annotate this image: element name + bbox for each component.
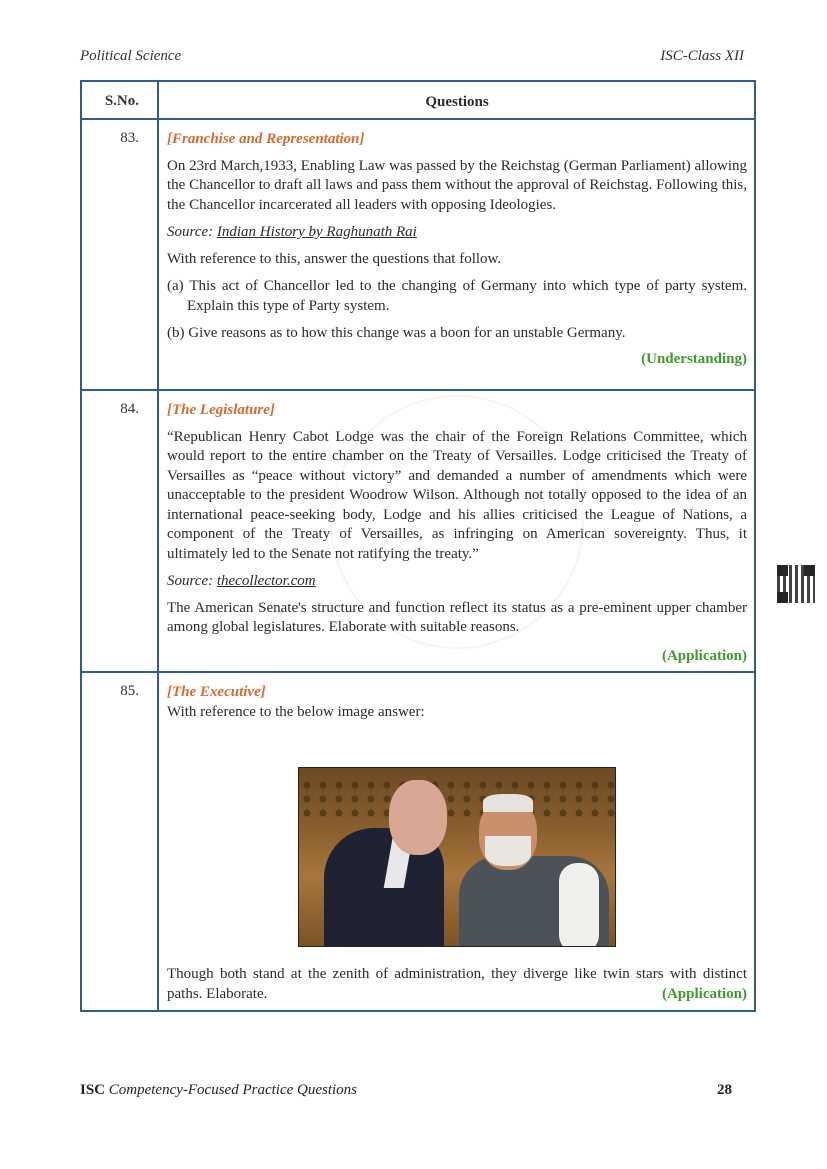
sub-question-b: (b) Give reasons as to how this change was a boon for an unstable Germany. <box>167 325 626 341</box>
skill-tag: (Understanding) <box>641 350 747 367</box>
instruction-text: With reference to the below image answer: <box>167 703 425 720</box>
person-left-head <box>389 780 447 855</box>
question-text: Though both stand at the zenith of administration, they diverge like twin stars with distinct paths. Elaborate. <box>167 966 747 1002</box>
question-cell <box>159 673 754 1010</box>
skill-tag: (Application) <box>661 986 747 1002</box>
footer-subtitle: Competency-Focused Practice Questions <box>108 1082 358 1098</box>
person-right-hair <box>483 794 533 812</box>
source-label: Source: <box>167 224 214 240</box>
column-header-sno: S.No. <box>82 82 159 118</box>
table-row-83 <box>82 120 754 391</box>
qr-code-icon[interactable] <box>777 565 815 603</box>
source-label: Source: <box>167 573 214 589</box>
table-row-84 <box>82 391 754 673</box>
question-text: The American Senate's structure and function reflect its status as a pre-eminent upper chamber among global legislatures. Elaborate with suitable reasons. <box>167 599 747 635</box>
passage-text: “Republican Henry Cabot Lodge was the chair of the Foreign Relations Committee, which would report to the entire chamber on the Treaty of Versailles. Lodge criticised the Treaty of Versailles as “peace without victory” and demanded a number of amendments which were unacceptable to the president Woodrow Wilson. Although not totally opposed to the idea of an international peace-seeking body, Lodge and his allies criticised the League of Nations, a component of the Treaty of Versailles, as infringing on American sovereignty. Thus, it ultimately led to the Senate not ratifying the treaty.” <box>167 428 747 562</box>
subject-label: Political Science <box>80 48 182 64</box>
question-number: 83. <box>82 120 159 389</box>
table-header-row <box>82 82 754 120</box>
topic-label: [The Legislature] <box>167 402 275 418</box>
question-cell <box>159 120 754 389</box>
page-number: 28 <box>717 1082 732 1098</box>
table-row-85 <box>82 673 754 1010</box>
skill-tag: (Application) <box>661 647 747 664</box>
class-label: ISC-Class XII <box>660 48 744 64</box>
source-line <box>167 223 747 243</box>
footer-title <box>80 1082 357 1099</box>
person-right-beard <box>485 836 531 866</box>
topic-label: [The Executive] <box>167 684 266 700</box>
topic-label: [Franchise and Representation] <box>167 131 365 147</box>
questions-table <box>80 80 756 1012</box>
passage-text: On 23rd March,1933, Enabling Law was passed by the Reichstag (German Parliament) allowing the Chancellor to draft all laws and pass them without the approval of Reichstag. Following this, the Chancellor incarcerated all leaders with opposing Ideologies. <box>167 157 747 213</box>
background-lattice <box>299 778 615 818</box>
source-reference: Indian History by Raghunath Rai <box>216 224 417 240</box>
footer-brand: ISC <box>80 1082 106 1098</box>
page-header <box>80 48 744 65</box>
question-number: 84. <box>82 391 159 671</box>
page-footer <box>80 1082 732 1099</box>
leaders-photo <box>298 767 616 947</box>
source-reference: thecollector.com <box>216 573 316 589</box>
instruction-text: With reference to this, answer the questions that follow. <box>167 250 502 267</box>
sub-question-a: (a) This act of Chancellor led to the changing of Germany into which type of party system. Explain this type of Party system. <box>167 278 747 314</box>
source-line <box>167 572 747 592</box>
column-header-questions: Questions <box>425 94 489 110</box>
person-right-sleeve <box>559 863 599 947</box>
question-number: 85. <box>82 673 159 1010</box>
image-container <box>167 767 747 947</box>
question-cell <box>159 391 754 671</box>
